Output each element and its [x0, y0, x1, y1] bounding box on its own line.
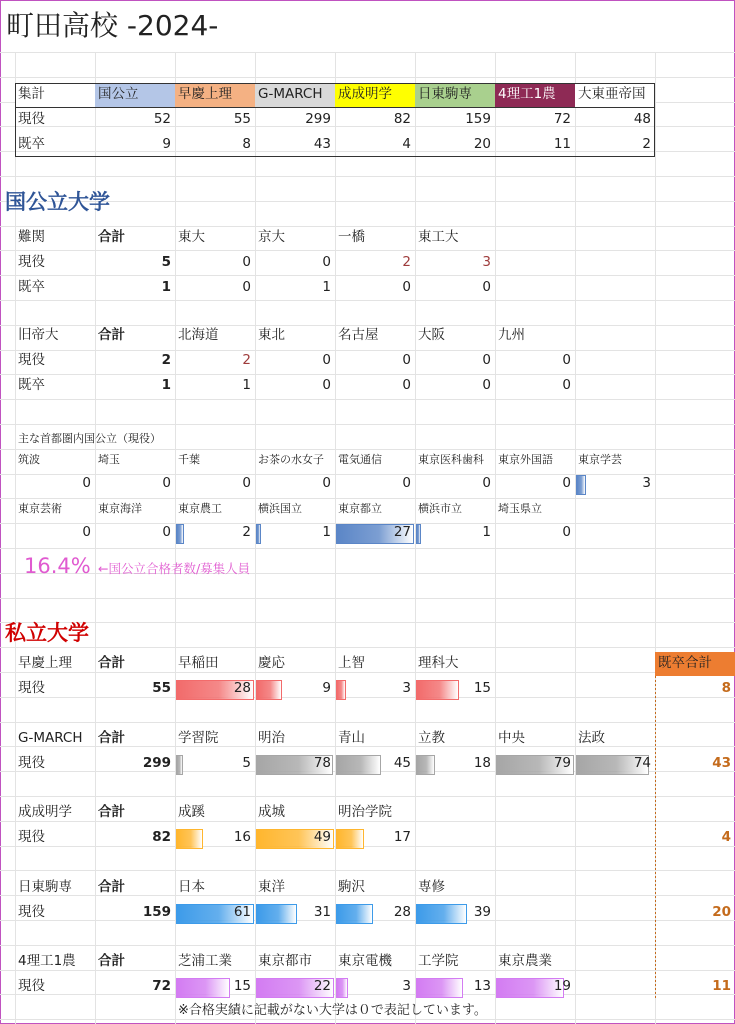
summary-value: 11 — [553, 136, 571, 152]
value-cell: 19 — [553, 978, 571, 994]
total-label: 合計 — [98, 327, 125, 343]
value-cell: 0 — [402, 377, 411, 393]
summary-row-label: 既卒 — [18, 136, 45, 152]
university-name: 京大 — [258, 229, 285, 245]
summary-value: 48 — [633, 111, 651, 127]
value-cell: 0 — [82, 475, 91, 491]
university-name: 東大 — [178, 229, 205, 245]
value-cell: 3 — [482, 254, 491, 270]
page-title: 町田高校 -2024- — [6, 9, 219, 42]
summary-value: 4 — [402, 136, 411, 152]
university-name: 東北 — [258, 327, 285, 343]
value-cell: 0 — [402, 279, 411, 295]
university-name: 上智 — [338, 655, 365, 671]
value-cell: 0 — [242, 475, 251, 491]
row-label: 既卒 — [18, 279, 45, 295]
summary-header-cell: 大東亜帝国 — [575, 83, 655, 107]
value-cell: 0 — [242, 254, 251, 270]
metro-caption: 主な首都圏内国公立（現役） — [18, 432, 161, 445]
value-cell: 15 — [233, 978, 251, 994]
university-name: 電気通信 — [338, 453, 382, 466]
row-label: 既卒 — [18, 377, 45, 393]
summary-value: 8 — [242, 136, 251, 152]
value-cell: 27 — [393, 524, 411, 540]
summary-value: 82 — [393, 111, 411, 127]
university-name: 東京都立 — [338, 502, 382, 515]
university-name: 九州 — [498, 327, 525, 343]
summary-header-divider — [15, 107, 655, 108]
row-label: 現役 — [18, 254, 45, 270]
value-cell: 0 — [482, 377, 491, 393]
total-label: 合計 — [98, 879, 125, 895]
group-name: G-MARCH — [18, 730, 83, 746]
block-label: 難関 — [18, 229, 45, 245]
university-name: 慶応 — [258, 655, 285, 671]
summary-value: 159 — [465, 111, 491, 127]
total-label: 合計 — [98, 655, 125, 671]
value-cell: 0 — [162, 524, 171, 540]
group-name: 早慶上理 — [18, 655, 72, 671]
university-name: 芝浦工業 — [178, 953, 232, 969]
summary-header-cell: G-MARCH — [255, 83, 335, 107]
university-name: 明治 — [258, 730, 285, 746]
value-cell: 0 — [242, 279, 251, 295]
graduate-total: 43 — [712, 755, 731, 771]
row-total: 1 — [161, 377, 171, 393]
university-name: 千葉 — [178, 453, 200, 466]
group-total: 82 — [152, 829, 171, 845]
summary-value: 20 — [473, 136, 491, 152]
university-name: 法政 — [578, 730, 605, 746]
value-cell: 22 — [313, 978, 331, 994]
value-cell: 0 — [322, 475, 331, 491]
value-cell: 0 — [482, 475, 491, 491]
group-name: 成成明学 — [18, 804, 72, 820]
value-cell: 2 — [402, 254, 411, 270]
block-label: 旧帝大 — [18, 327, 59, 343]
private-heading: 私立大学 — [5, 621, 89, 645]
university-name: 一橋 — [338, 229, 365, 245]
summary-header-cell: 早慶上理 — [175, 83, 255, 107]
summary-table-border — [15, 83, 655, 157]
value-cell: 3 — [642, 475, 651, 491]
university-name: 北海道 — [178, 327, 219, 343]
value-cell: 1 — [242, 377, 251, 393]
value-cell: 3 — [402, 680, 411, 696]
value-cell: 0 — [562, 475, 571, 491]
value-cell: 18 — [473, 755, 491, 771]
value-cell: 28 — [233, 680, 251, 696]
value-cell: 13 — [473, 978, 491, 994]
university-name: お茶の水女子 — [258, 453, 324, 466]
value-cell: 45 — [393, 755, 411, 771]
ratio-note: ←国公立合格者数/募集人員 — [98, 561, 251, 576]
value-cell: 1 — [322, 524, 331, 540]
value-cell: 0 — [402, 475, 411, 491]
summary-value: 55 — [233, 111, 251, 127]
value-cell: 0 — [562, 377, 571, 393]
row-label: 現役 — [18, 978, 45, 994]
value-cell: 15 — [473, 680, 491, 696]
university-name: 中央 — [498, 730, 525, 746]
graduate-total-header: 既卒合計 — [655, 652, 735, 676]
summary-header-cell: 4理工1農 — [495, 83, 575, 107]
university-name: 東工大 — [418, 229, 459, 245]
university-name: 埼玉 — [98, 453, 120, 466]
row-label: 現役 — [18, 680, 45, 696]
summary-value: 52 — [153, 111, 171, 127]
summary-value: 9 — [162, 136, 171, 152]
group-total: 55 — [152, 680, 171, 696]
university-name: 立教 — [418, 730, 445, 746]
summary-value: 2 — [642, 136, 651, 152]
summary-row-label: 現役 — [18, 111, 45, 127]
total-label: 合計 — [98, 953, 125, 969]
university-name: 学習院 — [178, 730, 219, 746]
value-cell: 79 — [553, 755, 571, 771]
university-name: 明治学院 — [338, 804, 392, 820]
summary-header-cell: 日東駒専 — [415, 83, 495, 107]
value-cell: 5 — [242, 755, 251, 771]
value-cell: 0 — [322, 254, 331, 270]
graduate-total: 4 — [721, 829, 731, 845]
value-cell: 1 — [322, 279, 331, 295]
university-name: 成城 — [258, 804, 285, 820]
group-total: 159 — [142, 904, 171, 920]
value-cell: 39 — [473, 904, 491, 920]
university-name: 筑波 — [18, 453, 40, 466]
total-label: 合計 — [98, 730, 125, 746]
value-cell: 49 — [313, 829, 331, 845]
value-cell: 2 — [242, 524, 251, 540]
university-name: 東京学芸 — [578, 453, 622, 466]
row-label: 現役 — [18, 904, 45, 920]
value-cell: 0 — [482, 279, 491, 295]
total-label: 合計 — [98, 229, 125, 245]
university-name: 成蹊 — [178, 804, 205, 820]
row-total: 5 — [161, 254, 171, 270]
group-name: 4理工1農 — [18, 953, 76, 969]
university-name: 工学院 — [418, 953, 459, 969]
row-total: 1 — [161, 279, 171, 295]
university-name: 理科大 — [418, 655, 459, 671]
value-cell: 9 — [322, 680, 331, 696]
university-name: 東京海洋 — [98, 502, 142, 515]
university-name: 専修 — [418, 879, 445, 895]
value-cell: 0 — [562, 524, 571, 540]
value-cell: 28 — [393, 904, 411, 920]
value-cell: 31 — [313, 904, 331, 920]
ratio-value: 16.4% — [24, 554, 91, 578]
graduate-total: 8 — [721, 680, 731, 696]
graduate-total: 11 — [712, 978, 731, 994]
value-cell: 2 — [242, 352, 251, 368]
value-cell: 0 — [482, 352, 491, 368]
value-cell: 0 — [402, 352, 411, 368]
row-label: 現役 — [18, 829, 45, 845]
university-name: 東京農業 — [498, 953, 552, 969]
university-name: 横浜市立 — [418, 502, 462, 515]
summary-value: 43 — [313, 136, 331, 152]
university-name: 東京都市 — [258, 953, 312, 969]
university-name: 東京芸術 — [18, 502, 62, 515]
summary-value: 72 — [553, 111, 571, 127]
summary-header-cell: 国公立 — [95, 83, 175, 107]
value-cell: 0 — [162, 475, 171, 491]
university-name: 東洋 — [258, 879, 285, 895]
university-name: 大阪 — [418, 327, 445, 343]
national-heading: 国公立大学 — [5, 190, 110, 214]
group-name: 日東駒専 — [18, 879, 72, 895]
value-cell: 0 — [322, 377, 331, 393]
value-cell: 1 — [482, 524, 491, 540]
footnote: ※合格実績に記載がない大学は０で表記しています。 — [178, 1003, 487, 1018]
value-cell: 16 — [233, 829, 251, 845]
value-cell: 17 — [393, 829, 411, 845]
graduate-total: 20 — [712, 904, 731, 920]
row-label: 現役 — [18, 755, 45, 771]
university-name: 東京外国語 — [498, 453, 553, 466]
group-total: 299 — [142, 755, 171, 771]
total-label: 合計 — [98, 804, 125, 820]
summary-header-cell: 成成明学 — [335, 83, 415, 107]
value-cell: 0 — [562, 352, 571, 368]
university-name: 早稲田 — [178, 655, 219, 671]
university-name: 青山 — [338, 730, 365, 746]
group-total: 72 — [152, 978, 171, 994]
value-cell: 0 — [82, 524, 91, 540]
value-cell: 74 — [633, 755, 651, 771]
university-name: 埼玉県立 — [498, 502, 542, 515]
university-name: 東京電機 — [338, 953, 392, 969]
university-name: 東京農工 — [178, 502, 222, 515]
value-cell: 0 — [322, 352, 331, 368]
value-cell: 78 — [313, 755, 331, 771]
university-name: 横浜国立 — [258, 502, 302, 515]
row-label: 現役 — [18, 352, 45, 368]
value-cell: 3 — [402, 978, 411, 994]
university-name: 名古屋 — [338, 327, 379, 343]
university-name: 駒沢 — [338, 879, 365, 895]
summary-value: 299 — [305, 111, 331, 127]
university-name: 東京医科歯科 — [418, 453, 484, 466]
row-total: 2 — [161, 352, 171, 368]
university-name: 日本 — [178, 879, 205, 895]
value-cell: 61 — [233, 904, 251, 920]
summary-header-cell: 集計 — [15, 83, 95, 107]
